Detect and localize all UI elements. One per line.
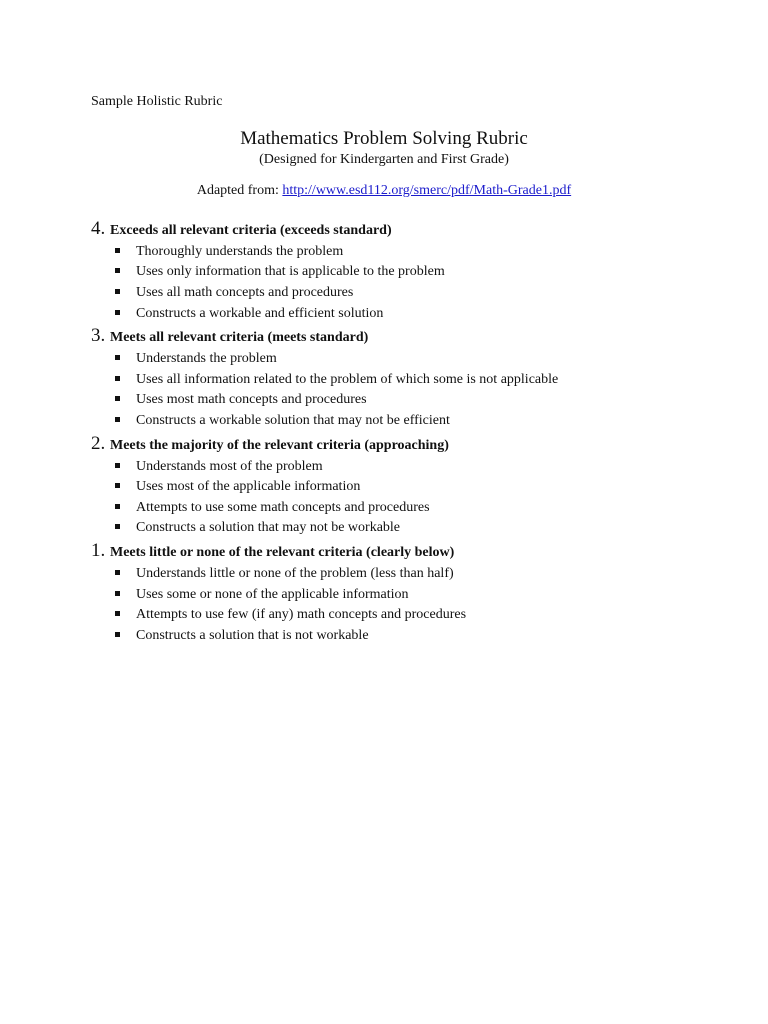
criteria-list (91, 563, 711, 645)
square-bullet-icon (115, 504, 120, 509)
list-item (91, 563, 711, 584)
square-bullet-icon (115, 248, 120, 253)
level-title: Meets little or none of the relevant criteria (clearly below) (110, 545, 455, 561)
criterion-text: Uses most of the applicable information (136, 479, 361, 495)
level-title: Exceeds all relevant criteria (exceeds standard) (110, 223, 392, 238)
level-heading (91, 217, 711, 241)
level-number: 3. (91, 325, 106, 347)
criterion-text: Uses only information that is applicable to the problem (136, 264, 445, 280)
square-bullet-icon (115, 417, 120, 422)
rubric-level-4 (91, 217, 711, 323)
list-item (91, 518, 711, 539)
square-bullet-icon (115, 524, 120, 529)
page-title: Mathematics Problem Solving Rubric (240, 128, 528, 149)
square-bullet-icon (115, 310, 120, 315)
source-line (0, 182, 768, 199)
list-item (91, 282, 711, 303)
list-item (91, 456, 711, 477)
level-number: 2. (91, 432, 106, 454)
criterion-text: Understands little or none of the problem (less than half) (136, 565, 454, 581)
criteria-list (91, 456, 711, 538)
title-block (0, 127, 768, 168)
rubric-level-3 (91, 324, 711, 430)
square-bullet-icon (115, 396, 120, 401)
list-item (91, 584, 711, 605)
level-title: Meets the majority of the relevant criteria (approaching) (110, 437, 449, 453)
criterion-text: Constructs a workable and efficient solution (136, 305, 384, 321)
square-bullet-icon (115, 268, 120, 273)
level-heading (91, 324, 711, 348)
criteria-list (91, 241, 711, 323)
source-prefix: Adapted from: (196, 183, 283, 198)
square-bullet-icon (115, 632, 120, 637)
criteria-list (91, 348, 711, 430)
list-item (91, 303, 711, 324)
list-item (91, 348, 711, 369)
document-label: Sample Holistic Rubric (91, 94, 223, 109)
source-link[interactable]: http://www.esd112.org/smerc/pdf/Math-Grade1.pdf (282, 183, 572, 198)
list-item (91, 625, 711, 646)
square-bullet-icon (115, 376, 120, 381)
square-bullet-icon (115, 289, 120, 294)
square-bullet-icon (115, 611, 120, 616)
square-bullet-icon (115, 355, 120, 360)
criterion-text: Attempts to use some math concepts and procedures (136, 499, 430, 515)
level-title: Meets all relevant criteria (meets standard) (110, 330, 369, 346)
rubric-level-2 (91, 432, 711, 538)
criterion-text: Constructs a solution that may not be workable (136, 520, 401, 536)
list-item (91, 604, 711, 625)
list-item (91, 476, 711, 497)
criterion-text: Constructs a workable solution that may not be efficient (136, 412, 450, 428)
criterion-text: Attempts to use few (if any) math concepts and procedures (136, 607, 467, 623)
criterion-text: Uses all math concepts and procedures (136, 284, 354, 300)
criterion-text: Uses most math concepts and procedures (136, 392, 367, 408)
level-heading (91, 539, 711, 563)
square-bullet-icon (115, 483, 120, 488)
square-bullet-icon (115, 463, 120, 468)
list-item (91, 497, 711, 518)
criterion-text: Thoroughly understands the problem (136, 243, 344, 259)
level-number: 1. (91, 540, 106, 562)
rubric-level-1 (91, 539, 711, 645)
criterion-text: Understands most of the problem (136, 458, 323, 474)
list-item (91, 369, 711, 390)
list-item (91, 262, 711, 283)
square-bullet-icon (115, 570, 120, 575)
criterion-text: Understands the problem (136, 351, 277, 367)
page-subtitle: (Designed for Kindergarten and First Grade) (259, 152, 509, 167)
level-heading (91, 432, 711, 456)
criterion-text: Constructs a solution that is not workable (136, 627, 369, 643)
list-item (91, 410, 711, 431)
criterion-text: Uses some or none of the applicable information (136, 586, 409, 602)
rubric-levels (91, 217, 711, 646)
list-item (91, 241, 711, 262)
square-bullet-icon (115, 591, 120, 596)
list-item (91, 390, 711, 411)
level-number: 4. (91, 218, 106, 239)
criterion-text: Uses all information related to the problem of which some is not applicable (136, 371, 559, 387)
